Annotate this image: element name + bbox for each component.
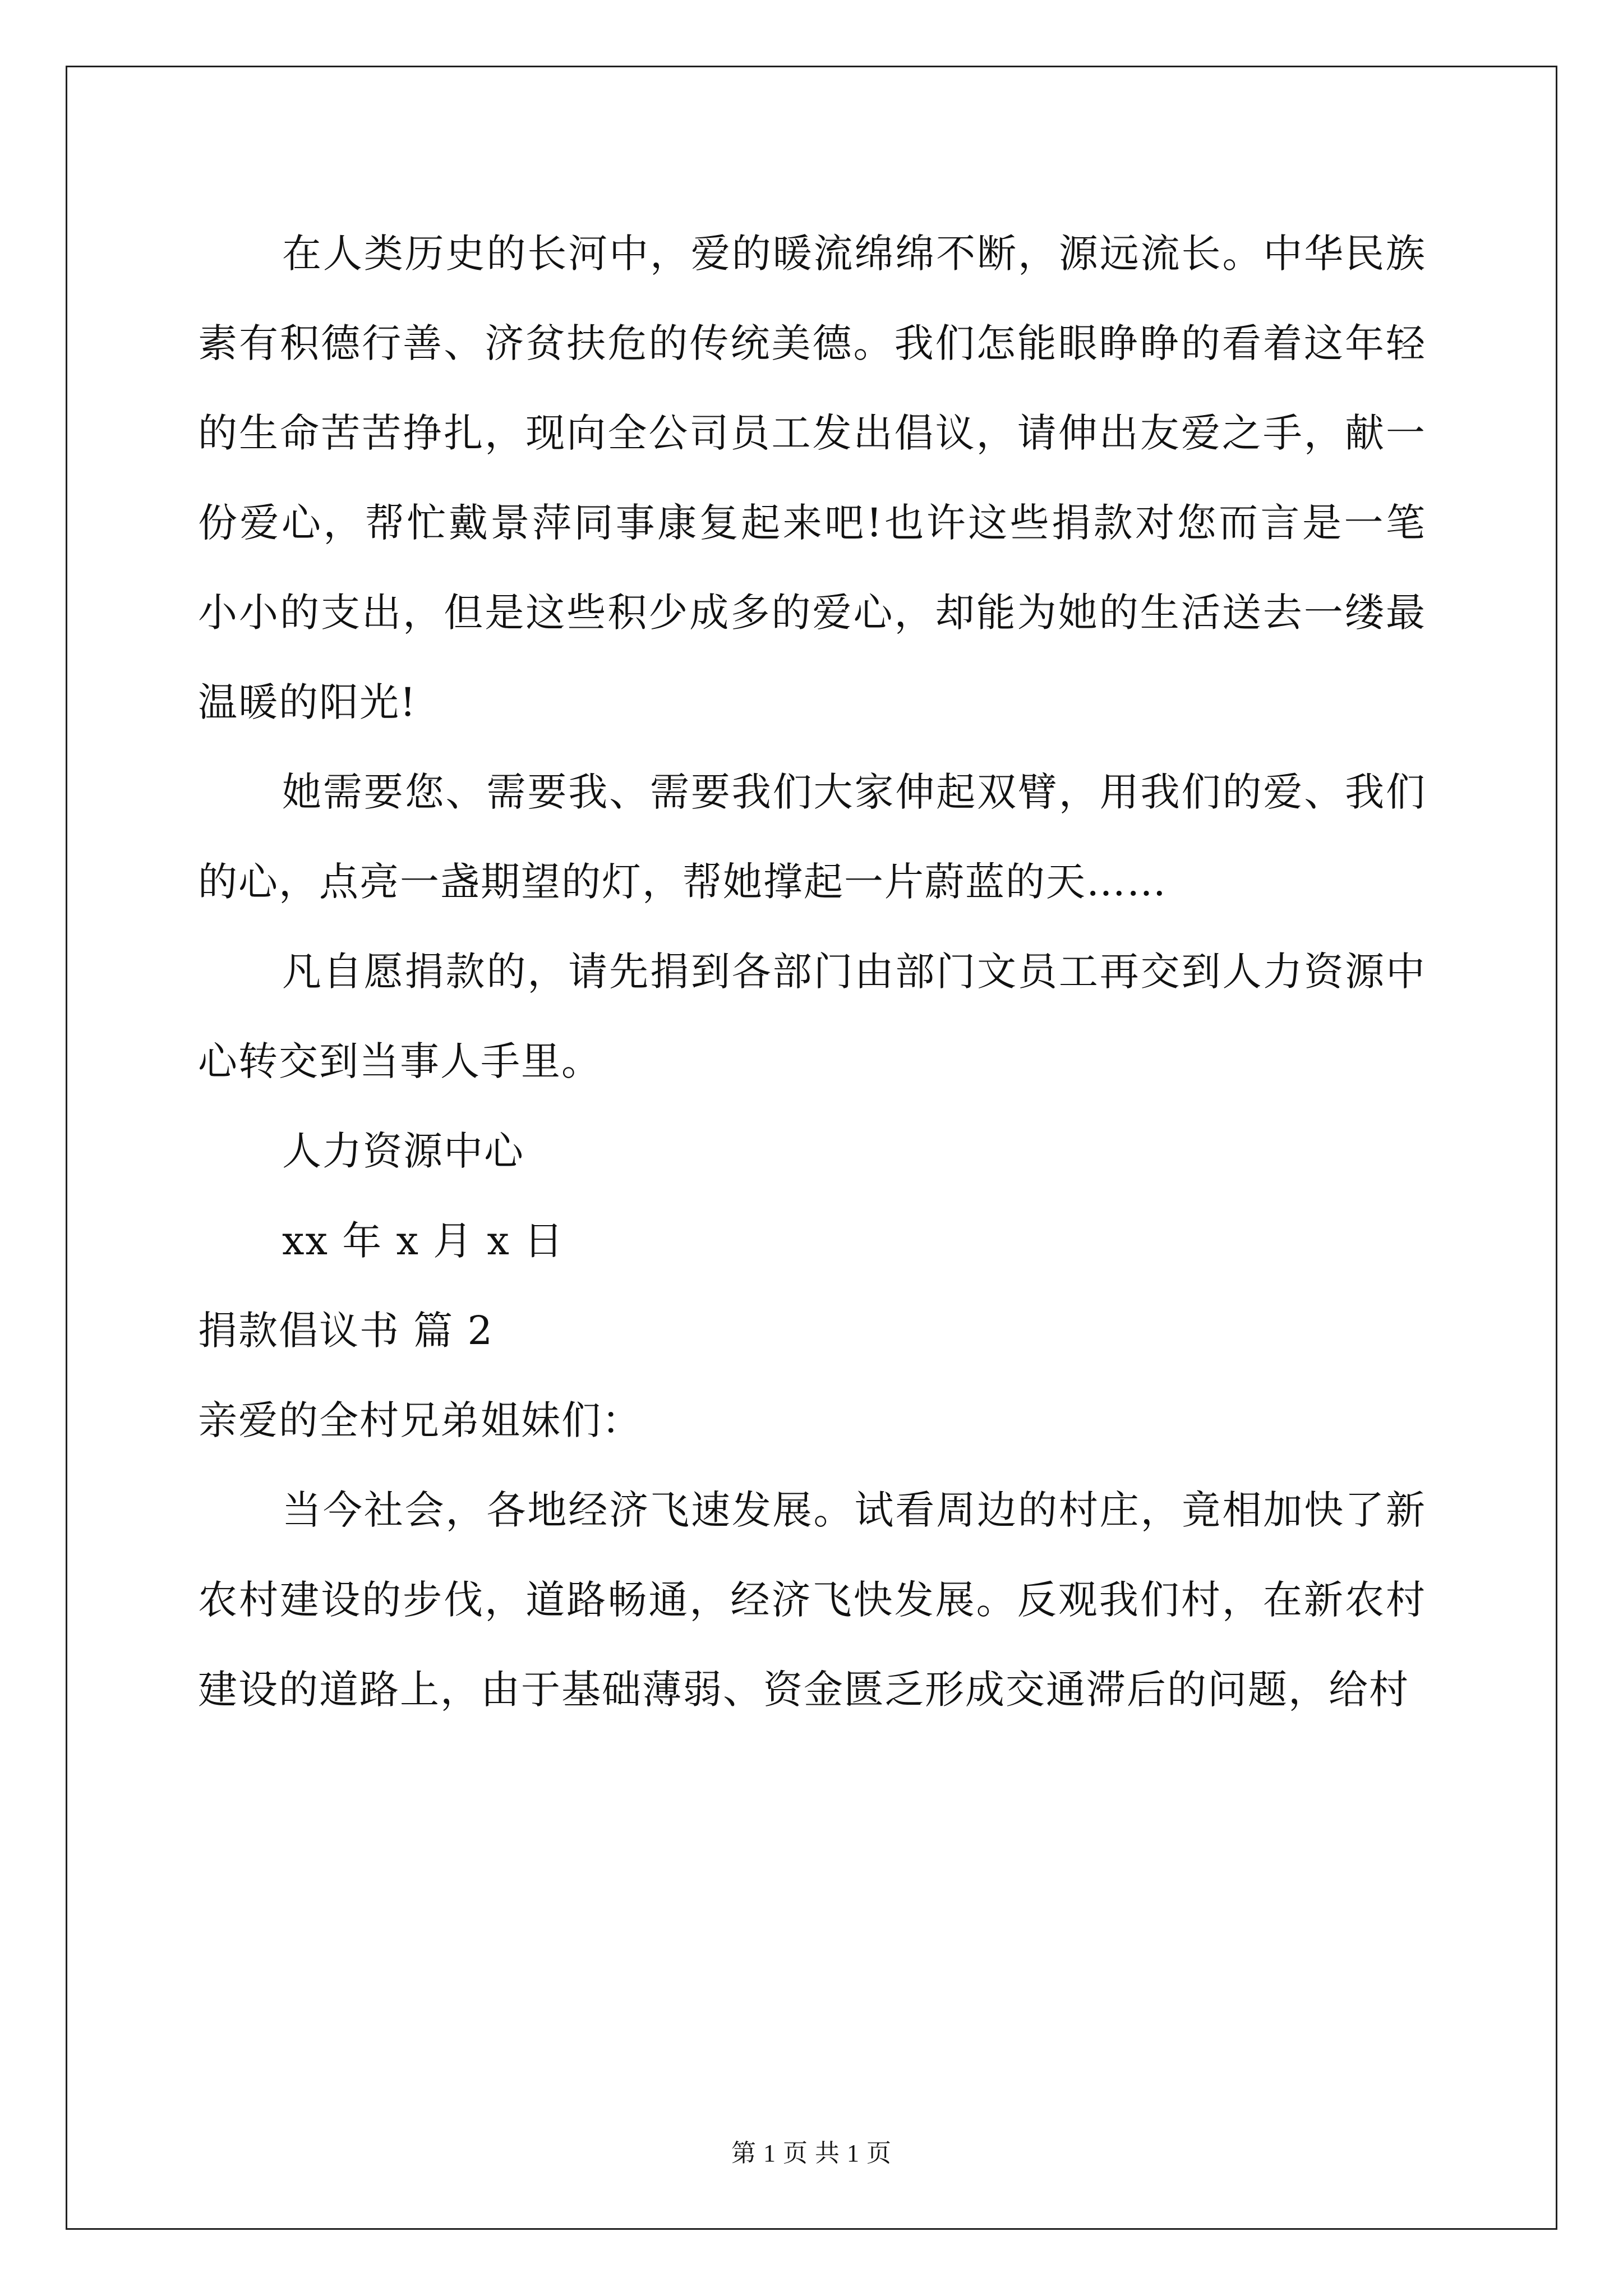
paragraph-appeal-need: 她需要您、需要我、需要我们大家伸起双臂，用我们的爱、我们的心，点亮一盏期望的灯，帮她撑起一片蔚蓝的天…… — [198, 769, 1426, 905]
signature-department: 人力资源中心 — [282, 1128, 524, 1174]
signature-date: xx 年 x 月 x 日 — [282, 1218, 565, 1264]
salutation: 亲爱的全村兄弟姐妹们： — [198, 1397, 642, 1443]
paragraph-donation-instructions: 凡自愿捐款的，请先捐到各部门由部门文员工再交到人力资源中心转交到当事人手里。 — [198, 949, 1426, 1084]
paragraph-appeal-intro: 在人类历史的长河中，爱的暖流绵绵不断，源远流长。中华民族素有积德行善、济贫扶危的传统美德。我们怎能眼睁睁的看着这年轻的生命苦苦挣扎，现向全公司员工发出倡议，请伸出友爱之手，献一份爱心，帮忙戴景萍同事康复起来吧!也许这些捐款对您而言是一笔小小的支出，但是这些积少成多的爱心，却能为她的生活送去一缕最温暖的阳光! — [198, 231, 1426, 725]
page-number-footer: 第 1 页 共 1 页 — [731, 2139, 892, 2167]
section-heading: 捐款倡议书 篇 2 — [198, 1308, 494, 1354]
document-body — [198, 209, 1426, 1734]
paragraph-village-intro: 当今社会，各地经济飞速发展。试看周边的村庄，竟相加快了新农村建设的步伐，道路畅通，经济飞快发展。反观我们村，在新农村建设的道路上，由于基础薄弱、资金匮乏形成交通滞后的问题，给村 — [198, 1487, 1426, 1713]
